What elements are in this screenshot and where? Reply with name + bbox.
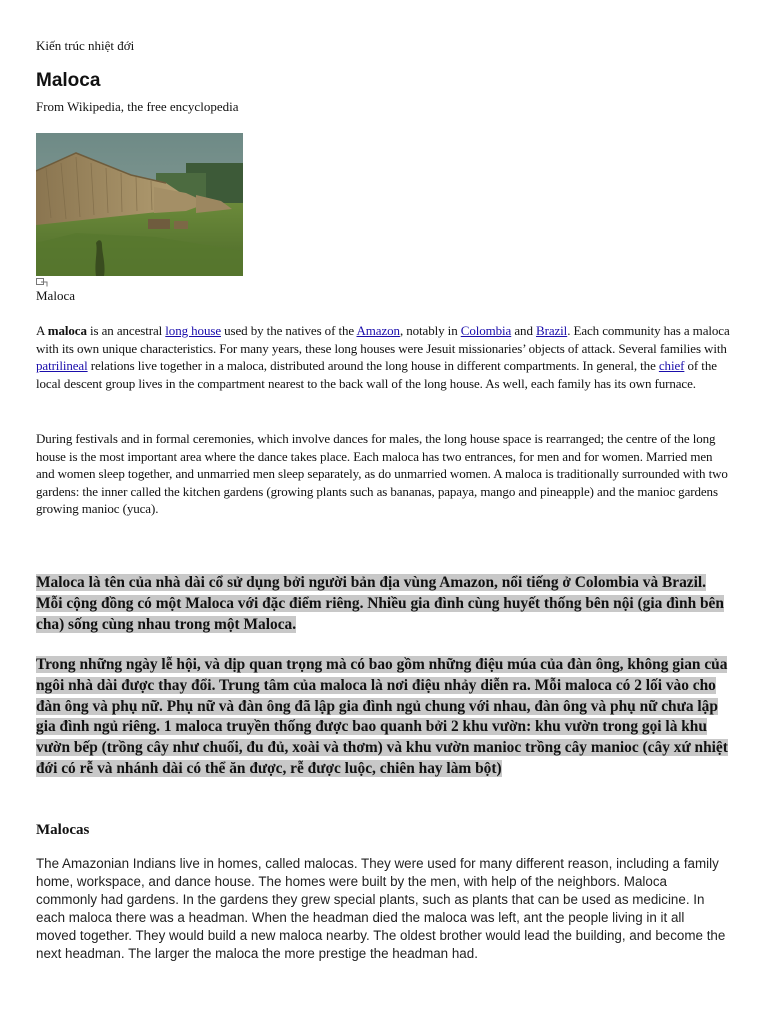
vietnamese-paragraph-2 xyxy=(36,655,732,780)
intro-text: used by the natives of the xyxy=(221,323,357,338)
page-title: Maloca xyxy=(36,70,101,91)
intro-text: and xyxy=(511,323,537,338)
page-subtitle: From Wikipedia, the free encyclopedia xyxy=(36,99,239,114)
highlighted-text: Trong những ngày lễ hội, và dịp quan trọng mà có bao gồm những điệu múa của đàn ông, không gian của ngôi nhà dài được thay đổi. Trung tâm của maloca là nơi điệu nhảy diễn ra. Mỗi maloca có 2 lối vào cho đàn ông và phụ nữ. Phụ nữ và đàn ông đã lập gia đình ngủ chung với nhau, đàn ông và phụ nữ chưa lập gia đình ngủ riêng. 1 maloca truyền thống được bao quanh bởi 2 khu vườn: khu vườn trong gọi là khu vườn bếp (trồng cây như chuối, đu đủ, xoài và thơm) và khu vườn manioc trồng cây manioc (cây xứ nhiệt đới có rễ và nhánh dài có thể ăn được, rễ được luộc, chiên hay làm bột) xyxy=(36,656,728,777)
intro-text: . Each community has a maloca with its own unique characteristics. For many years, these long houses were Jesuit missionaries’ objects of attack. Several families with xyxy=(36,323,730,356)
intro-text: , notably in xyxy=(399,323,461,338)
festivals-paragraph: During festivals and in formal ceremonies, which involve dances for males, the long house space is rearranged; the centre of the long house is the most important area where the dance takes place. Each maloca has two entrances, for men and for women. Married men and women sleep together, and unmarried men sleep separately, as do unmarried women. A maloca is traditionally surrounded with two gardens: the inner called the kitchen gardens (growing plants such as bananas, papaya, mango and pineapple) and the manioc gardens growing manioc (yuca). xyxy=(36,431,728,517)
link-colombia[interactable]: Colombia xyxy=(460,323,512,338)
link-chief[interactable]: chief xyxy=(658,358,685,374)
intro-paragraph xyxy=(36,322,732,392)
link-long-house[interactable]: long house xyxy=(165,323,221,338)
link-brazil[interactable]: Brazil xyxy=(536,323,568,338)
highlighted-text: Maloca là tên của nhà dài cổ sử dụng bởi người bản địa vùng Amazon, nổi tiếng ở Colombia và Brazil. Mỗi cộng đồng có một Maloca với đặc điểm riêng. Nhiều gia đình cùng huyết thống bên nội (gia đình bên cha) sống cùng nhau trong một Maloca. xyxy=(36,574,724,633)
intro-text: A xyxy=(36,323,48,338)
intro-text: of the local descent group lives in the compartment nearest to the back wall of the long house. As well, each family has its own furnace. xyxy=(36,358,717,391)
maloca-photo-image xyxy=(36,133,243,276)
vietnamese-paragraph-1 xyxy=(36,573,732,635)
link-amazon[interactable]: Amazon xyxy=(356,323,400,338)
intro-text: is an ancestral xyxy=(86,323,166,338)
maloca-photo[interactable] xyxy=(36,133,243,276)
link-patrilineal[interactable]: patrilineal xyxy=(36,358,88,374)
malocas-paragraph: The Amazonian Indians live in homes, called malocas. They were used for many different reason, including a family home, workspace, and dance house. The homes were built by the men, with help of the neighbors. Maloca commonly had gardens. In the gardens they grew special plants, such as plants that can be used as medicine. In each maloca there was a headman. When the headman died the maloca was left, ant the people living in it all moved together. They would build a new maloca nearby. The oldest brother would lead the building, and become the next headman. The larger the maloca the more prestige the headman had. xyxy=(36,856,726,961)
intro-term: maloca xyxy=(47,323,87,338)
category-label: Kiến trúc nhiệt đới xyxy=(36,38,135,53)
intro-text: relations live together in a maloca, distributed around the long house in different compartments. In general, the xyxy=(87,358,659,374)
section-heading-malocas: Malocas xyxy=(36,822,90,838)
image-caption: Maloca xyxy=(36,288,75,303)
image-expand-icon[interactable] xyxy=(36,278,48,287)
